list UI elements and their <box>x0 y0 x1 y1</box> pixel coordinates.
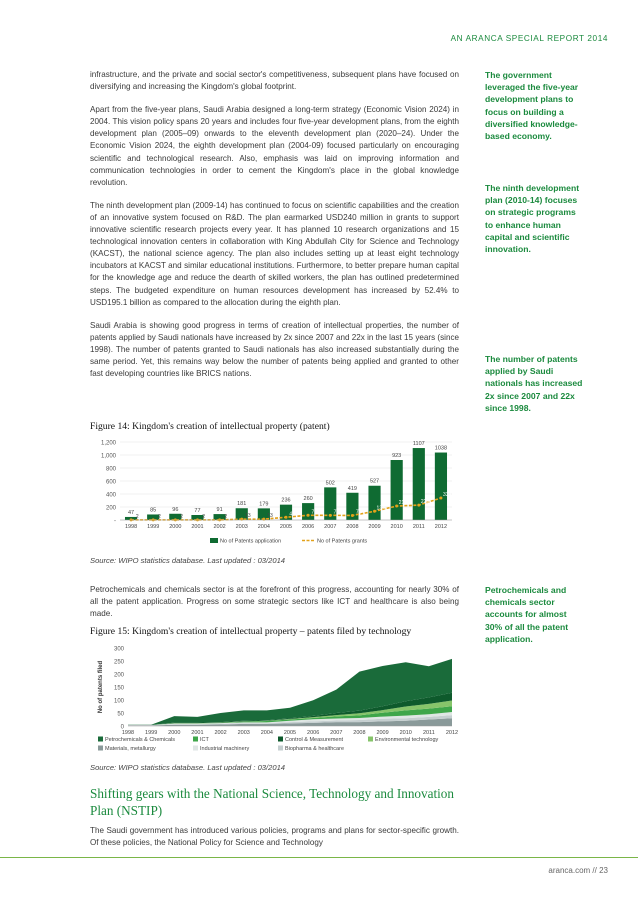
legend-label: Control & Measurement <box>285 737 344 743</box>
y-tick-label: 800 <box>105 466 116 473</box>
legend-label: Environmental technology <box>375 737 439 743</box>
x-tick-label: 2001 <box>191 524 204 530</box>
x-tick-label: 2006 <box>302 524 315 530</box>
legend-swatch <box>368 737 373 742</box>
x-tick-label: 2001 <box>191 730 204 736</box>
legend-label: Materials, metallurgy <box>105 746 156 752</box>
paragraph-5: Petrochemicals and chemicals sector is at the forefront of this progress, accounting for nearly 30% of all the patent application. Progress on some strategic sectors like ICT and healthcare is also being made. <box>90 585 459 619</box>
x-tick-label: 2005 <box>279 524 293 530</box>
x-tick-label: 2010 <box>390 524 403 530</box>
figure-14-title: Figure 14: Kingdom's creation of intellectual property (patent) <box>90 421 330 432</box>
line-value-label: 2 <box>135 513 139 520</box>
line-value-label: 2 <box>158 513 161 520</box>
x-tick-label: 2011 <box>422 730 435 736</box>
bar-value-label: 181 <box>237 501 247 508</box>
line-point <box>329 514 332 517</box>
footer-rule <box>0 857 638 858</box>
x-tick-label: 2007 <box>330 730 343 736</box>
figure-15-source: Source: WIPO statistics database. Last updated : 03/2014 <box>90 763 286 772</box>
bar-value-label: 85 <box>150 507 157 514</box>
legend-label: ICT <box>200 737 209 743</box>
x-tick-label: 1998 <box>124 524 138 530</box>
bar-value-label: 236 <box>281 497 291 504</box>
bar-value-label: 923 <box>392 453 402 460</box>
x-tick-label: 1999 <box>147 524 160 530</box>
legend-label: Industrial machinery <box>200 746 250 752</box>
y-tick-label: 600 <box>105 479 116 486</box>
sidebar-callout-3: The number of patents applied by Saudi nationals has increased 2x since 2007 and 22x since 1998. <box>485 354 583 413</box>
line-value-label: 229 <box>420 499 430 506</box>
y-tick-label: 50 <box>117 711 124 718</box>
line-value-label: 2 <box>202 513 206 520</box>
figure-14-chart <box>90 434 459 552</box>
bar <box>435 453 447 520</box>
legend-label: Petrochemicals & Chemicals <box>105 737 175 743</box>
bar-value-label: 91 <box>216 507 223 514</box>
sidebar-callout-2: The ninth development plan (2010-14) focuses on strategic programs to enhance human capital and scientific innovation. <box>485 183 580 255</box>
figure-15-title: Figure 15: Kingdom's creation of intellectual property – patents filed by technology <box>90 626 412 637</box>
x-tick-label: 2012 <box>434 524 448 530</box>
line-point <box>351 514 354 517</box>
x-tick-label: 2011 <box>412 524 425 530</box>
legend-swatch <box>98 746 103 751</box>
x-tick-label: 2006 <box>307 730 320 736</box>
paragraph-2: Apart from the five-year plans, Saudi Arabia designed a long-term strategy (Economic Vision 2024) in 2004. This vision policy spans 20 years and includes four five-year development plans, from the eighth development plan (2005–09) onwards to the eleventh development plan (2020–24). Under the Economic Vision 2024, the eighth development plan (2004-09) focused particularly on encouraging scientific and technological research. Also, emphasis was laid on improving information and communication technologies in order to cement the Kingdom's place in the global knowledge revolution. <box>90 105 459 187</box>
paragraph-3: The ninth development plan (2009-14) has continued to focus on scientific capabilities and the creation of an innovative system focused on R&D. The plan earmarked USD240 million in grants to support innovative scientific research projects every year. It has planned 10 research organizations and 15 technological innovation centers in collaboration with King Abdullah City for Science and Technology (KACST), the national science agency. The plan also includes setting up at least eight technology incubators at KACST and similar educational institutions. Furthermore, to better prepare human capital for the knowledge age and reduce the dearth of skilled workers, the plan has outlined predetermined steps. The budgeted expenditure on human resources development has increased by 52.4% to USD195.1 billion as compared to the allocation during the eighth plan. <box>90 200 459 307</box>
bar-value-label: 47 <box>128 509 135 516</box>
x-tick-label: 2008 <box>346 524 359 530</box>
bar-value-label: 1107 <box>412 441 425 448</box>
body-text <box>90 69 459 391</box>
bar <box>368 486 380 520</box>
legend-label: Biopharma & healthcare <box>285 746 345 752</box>
legend-swatch <box>278 737 283 742</box>
legend-swatch <box>210 538 218 543</box>
x-tick-label: 1998 <box>121 730 135 736</box>
x-tick-label: 2012 <box>445 730 459 736</box>
line-value-label: 2 <box>224 513 228 520</box>
x-tick-label: 2000 <box>169 524 182 530</box>
line-point <box>307 514 310 517</box>
y-tick-label: 150 <box>113 685 124 692</box>
legend-swatch <box>278 746 283 751</box>
legend-label: No of Patents application <box>220 538 282 545</box>
paragraph-1: infrastructure, and the private and social sector's competitiveness, subsequent plans have focused on diversifying and increasing the Kingdom's global footprint. <box>90 70 459 92</box>
line-value-label: 70 <box>355 509 362 516</box>
line-value-label: 339 <box>442 491 452 498</box>
bar-value-label: 527 <box>369 478 380 485</box>
sidebar-callout-1: The government leveraged the five-year development plans to focus on building a diversified knowledge-based economy. <box>485 70 579 142</box>
bar-value-label: 96 <box>172 506 179 513</box>
y-tick-label: 1,000 <box>100 453 116 460</box>
x-tick-label: 2002 <box>213 524 226 530</box>
x-tick-label: 2003 <box>237 730 250 736</box>
page-footer: aranca.com // 23 <box>548 866 608 875</box>
line-value-label: 2 <box>180 513 183 520</box>
bar-value-label: 77 <box>194 507 201 514</box>
line-value-label: 215 <box>398 500 408 507</box>
x-tick-label: 2002 <box>214 730 227 736</box>
x-tick-label: 2007 <box>324 524 337 530</box>
y-axis-label: No of patents filed <box>98 660 104 714</box>
x-tick-label: 2003 <box>235 524 248 530</box>
x-tick-label: 2004 <box>257 524 270 530</box>
x-tick-label: 2009 <box>376 730 389 736</box>
figure-15-chart <box>90 642 459 760</box>
line-value-label: 13 <box>245 513 251 520</box>
legend-label: No of Patents grants <box>317 538 368 545</box>
line-point <box>285 516 288 519</box>
paragraph-4: Saudi Arabia is showing good progress in terms of creation of intellectual properties, the number of patents applied by Saudi nationals have increased by 2x since 2007 and 22x in the last 15 years (since 1998). The number of patents granted to Saudi nationals has also increased substantially during the same period. Yet, this remains way below the number of patents being applied and granted to other fast developing countries like BRICS nations. <box>90 320 459 379</box>
y-tick-label: 1,200 <box>100 440 116 447</box>
line-value-label: 73 <box>311 509 318 516</box>
y-tick-label: 200 <box>105 505 116 512</box>
figure-14-source: Source: WIPO statistics database. Last updated : 03/2014 <box>90 556 286 565</box>
bar-value-label: 260 <box>303 496 313 503</box>
line-value-label: 13 <box>267 513 273 520</box>
section-heading: Shifting gears with the National Science, Technology and Innovation Plan (NSTIP) <box>90 786 454 818</box>
bar-value-label: 502 <box>325 480 335 487</box>
x-tick-label: 2008 <box>353 730 366 736</box>
sidebar-callout-4: Petrochemicals and chemicals sector accounts for almost 30% of all the patent application. <box>485 585 569 644</box>
y-tick-label: 300 <box>113 646 124 653</box>
bar-value-label: 179 <box>259 501 269 508</box>
legend-swatch <box>98 737 103 742</box>
x-tick-label: 2000 <box>168 730 181 736</box>
x-tick-label: 2009 <box>368 524 381 530</box>
bar <box>413 448 425 520</box>
y-tick-label: 0 <box>120 724 124 731</box>
line-value-label: 134 <box>376 505 385 512</box>
y-tick-label: 400 <box>105 492 116 499</box>
legend-swatch <box>193 746 198 751</box>
report-header: AN ARANCA SPECIAL REPORT 2014 <box>450 34 608 43</box>
y-tick-label: 200 <box>113 672 124 679</box>
paragraph-6: The Saudi government has introduced various policies, programs and plans for sector-specific growth. Of these policies, the National Policy for Science and Technology <box>90 826 459 848</box>
x-tick-label: 2004 <box>260 730 273 736</box>
line-value-label: 72 <box>333 509 340 516</box>
bar-value-label: 419 <box>347 485 357 492</box>
legend-swatch <box>193 737 198 742</box>
y-tick-label: 250 <box>113 659 124 666</box>
y-tick-label: 100 <box>113 698 124 705</box>
bar <box>391 460 403 520</box>
x-tick-label: 2010 <box>399 730 412 736</box>
x-tick-label: 1999 <box>145 730 158 736</box>
x-tick-label: 2005 <box>283 730 297 736</box>
bar-value-label: 1038 <box>434 445 448 452</box>
y-tick-label: - <box>114 518 116 525</box>
line-value-label: 42 <box>289 511 295 518</box>
